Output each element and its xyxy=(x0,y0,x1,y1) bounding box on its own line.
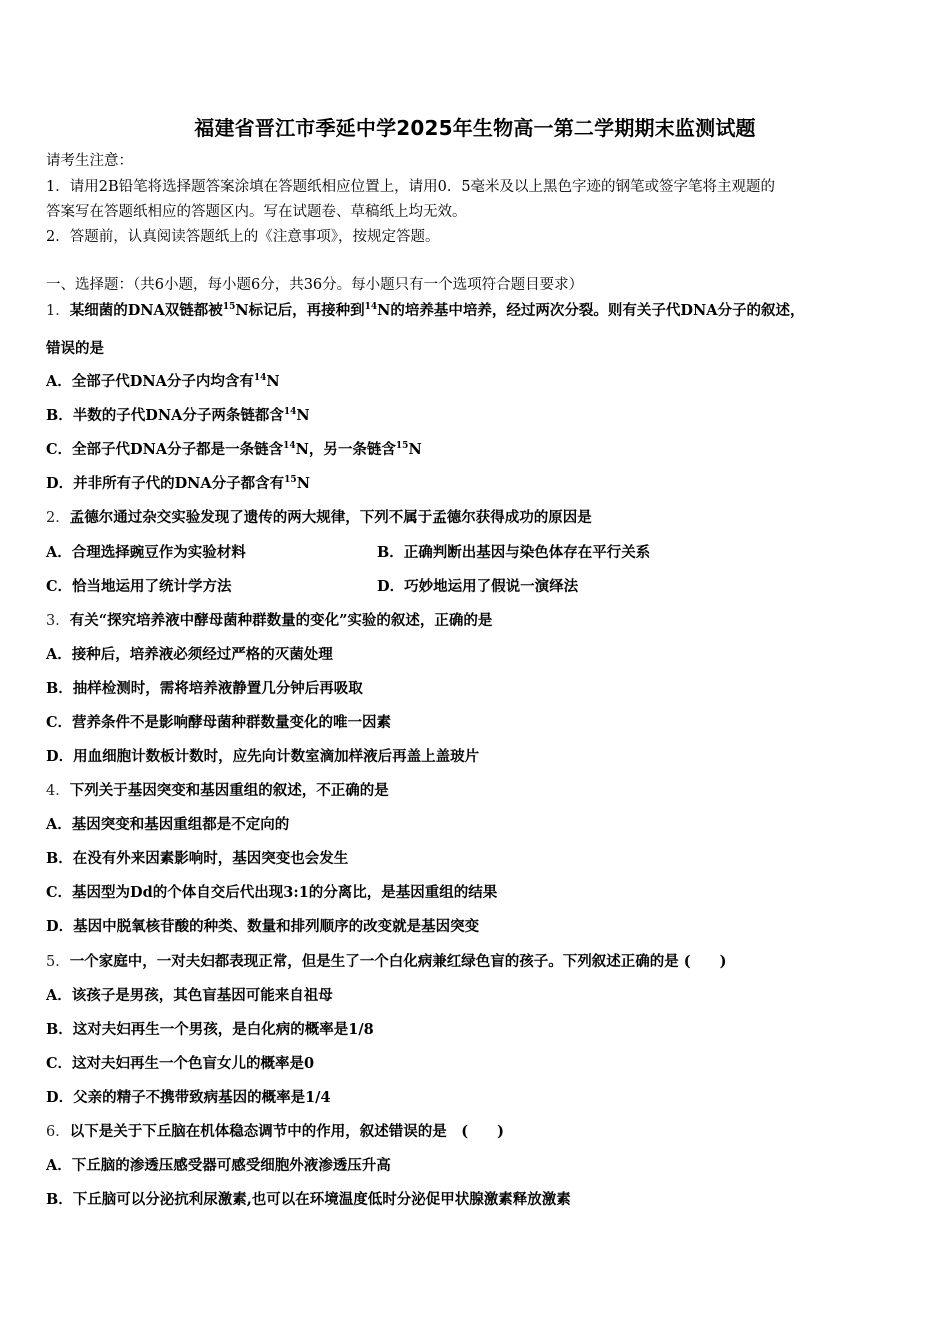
notice-item-2: 2．答题前，认真阅读答题纸上的《注意事项》，按规定答题。 xyxy=(46,229,440,245)
question-2-option-c: C．恰当地运用了统计学方法 xyxy=(46,578,232,595)
question-number: 4． xyxy=(46,783,70,799)
question-3-option-d: D．用血细胞计数板计数时，应先向计数室滴加样液后再盖上盖玻片 xyxy=(46,748,480,765)
question-4-option-a: A．基因突变和基因重组都是不定向的 xyxy=(46,816,290,833)
question-number: 5． xyxy=(46,954,70,970)
question-2-option-b: B．正确判断出基因与染色体存在平行关系 xyxy=(377,544,651,561)
question-6-option-a: A．下丘脑的渗透压感受器可感受细胞外液渗透压升高 xyxy=(46,1157,391,1174)
question-2-stem: 2．孟德尔通过杂交实验发现了遗传的两大规律，下列不属于孟德尔获得成功的原因是 xyxy=(46,509,592,526)
question-4-option-d: D．基因中脱氧核苷酸的种类、数量和排列顺序的改变就是基因突变 xyxy=(46,918,480,935)
question-number: 3． xyxy=(46,613,70,629)
question-4-stem: 4．下列关于基因突变和基因重组的叙述，不正确的是 xyxy=(46,782,389,799)
question-1-option-d: D．并非所有子代的DNA分子都含有$^{15}$N xyxy=(46,475,310,492)
question-3-option-a: A．接种后，培养液必须经过严格的灭菌处理 xyxy=(46,646,333,663)
question-1-option-c: C．全部子代DNA分子都是一条链含$^{14}$N，另一条链含$^{15}$N xyxy=(46,441,422,458)
question-2-option-d: D．巧妙地运用了假说一演绎法 xyxy=(377,578,579,595)
question-3-stem: 3．有关“探究培养液中酵母菌种群数量的变化”实验的叙述，正确的是 xyxy=(46,612,493,629)
question-5-option-b: B．这对夫妇再生一个男孩，是白化病的概率是1/8 xyxy=(46,1021,374,1038)
question-5-option-d: D．父亲的精子不携带致病基因的概率是1/4 xyxy=(46,1089,331,1106)
question-number: 6． xyxy=(46,1124,70,1140)
question-5-option-a: A．该孩子是男孩，其色盲基因可能来自祖母 xyxy=(46,987,333,1004)
question-1-stem: 1．某细菌的DNA双链都被$^{15}$N标记后，再接种到$^{14}$N的培养基中培养，经过两次分裂。则有关子代DNA分子的叙述， xyxy=(46,302,805,319)
notice-item-1-line-2: 答案写在答题纸相应的答题区内。写在试题卷、草稿纸上均无效。 xyxy=(46,204,467,220)
question-5-option-c: C．这对夫妇再生一个色盲女儿的概率是0 xyxy=(46,1055,315,1072)
question-1-stem-line-2: 错误的是 xyxy=(46,340,104,357)
question-1-option-b: B．半数的子代DNA分子两条链都含$^{14}$N xyxy=(46,407,310,424)
question-5-stem: 5．一个家庭中，一对夫妇都表现正常，但是生了一个白化病兼红绿色盲的孩子。下列叙述正确的是 ( ) xyxy=(46,953,727,970)
section-heading: 一、选择题：（共6小题，每小题6分，共36分。每小题只有一个选项符合题目要求） xyxy=(46,277,584,293)
question-4-option-b: B．在没有外来因素影响时，基因突变也会发生 xyxy=(46,850,349,867)
page-title: 福建省晋江市季延中学2025年生物高一第二学期期末监测试题 xyxy=(194,116,756,140)
notice-item-1-line-1: 1．请用2B铅笔将选择题答案涂填在答题纸相应位置上，请用0．5毫米及以上黑色字迹的钢笔或签字笔将主观题的 xyxy=(46,179,776,195)
question-3-option-c: C．营养条件不是影响酵母菌种群数量变化的唯一因素 xyxy=(46,714,392,731)
notice-heading: 请考生注意： xyxy=(46,153,133,169)
question-4-option-c: C．基因型为Dd的个体自交后代出现3:1的分离比，是基因重组的结果 xyxy=(46,884,498,901)
question-2-option-a: A．合理选择豌豆作为实验材料 xyxy=(46,544,246,561)
question-6-option-b: B．下丘脑可以分泌抗利尿激素,也可以在环境温度低时分泌促甲状腺激素释放激素 xyxy=(46,1191,571,1208)
question-6-stem: 6．以下是关于下丘脑在机体稳态调节中的作用，叙述错误的是 ( ) xyxy=(46,1123,504,1140)
question-3-option-b: B．抽样检测时，需将培养液静置几分钟后再吸取 xyxy=(46,680,363,697)
question-number: 1． xyxy=(46,303,70,319)
question-number: 2． xyxy=(46,510,70,526)
question-1-option-a: A．全部子代DNA分子内均含有$^{14}$N xyxy=(46,373,280,390)
